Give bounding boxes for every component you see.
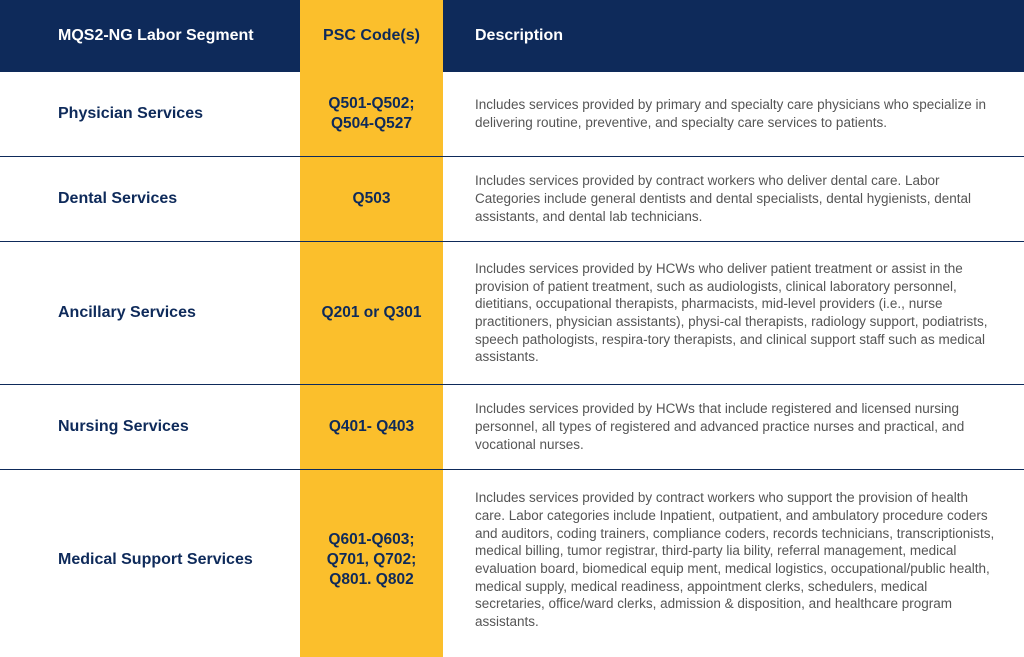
header-description: Description [475, 27, 564, 44]
table-row [0, 470, 1024, 650]
header-segment: MQS2-NG Labor Segment [58, 27, 254, 44]
header-psc-codes: PSC Code(s) [323, 27, 420, 44]
segment-description: Includes services provided by primary and specialty care physicians who specialize in delivering routine, preventive, and specialty care services to patients. [475, 97, 986, 130]
psc-codes: Q601-Q603; Q701, Q702; Q801. Q802 [326, 531, 417, 588]
segment-name: Dental Services [58, 190, 178, 207]
psc-codes: Q201 or Q301 [321, 304, 422, 321]
psc-codes: Q503 [352, 190, 391, 207]
segment-name: Nursing Services [58, 418, 189, 435]
psc-codes: Q501-Q502; Q504-Q527 [328, 95, 415, 132]
table-row [0, 72, 1024, 156]
segment-name: Ancillary Services [58, 304, 196, 321]
segment-description: Includes services provided by contract workers who support the provision of health care. Labor categories include Inpatient, outpatient, and ambulatory procedure coders and auditors, coding trainers, compliance coders, records technicians, transcriptionists, medical billing, tumor registrar, third-party lia bility, referral management, medical evaluation board, biomedical equip ment, medical logistics, occupational/public health, medical supply, medical readiness, appointment clerks, schedulers, medical secretaries, office/ward clerks, admission & disposition, and healthcare program assistants. [475, 490, 995, 630]
table-row [0, 385, 1024, 469]
segment-description: Includes services provided by contract workers who deliver dental care. Labor Categories include general dentists and dental specialists, dental hygienists, dental assistants, and dental lab technicians. [475, 173, 972, 224]
segment-name: Physician Services [58, 105, 203, 122]
table-row [0, 157, 1024, 241]
table-row [0, 242, 1024, 384]
psc-codes: Q401- Q403 [328, 418, 415, 435]
segment-description: Includes services provided by HCWs who deliver patient treatment or assist in the provision of patient treatment, such as audiologists, clinical laboratory personnel, dietitians, occupational therapists, pharmacists, mid-level providers (i.e., nurse practitioners, physician assistants), physi-cal therapists, radiology support, podiatrists, speech pathologists, respira-tory therapists, and clinical support staff such as medical assistants. [475, 260, 988, 365]
segment-description: Includes services provided by HCWs that include registered and licensed nursing personnel, all types of registered and advanced practice nurses and practical, and vocational nurses. [475, 401, 965, 452]
segment-name: Medical Support Services [58, 551, 253, 568]
